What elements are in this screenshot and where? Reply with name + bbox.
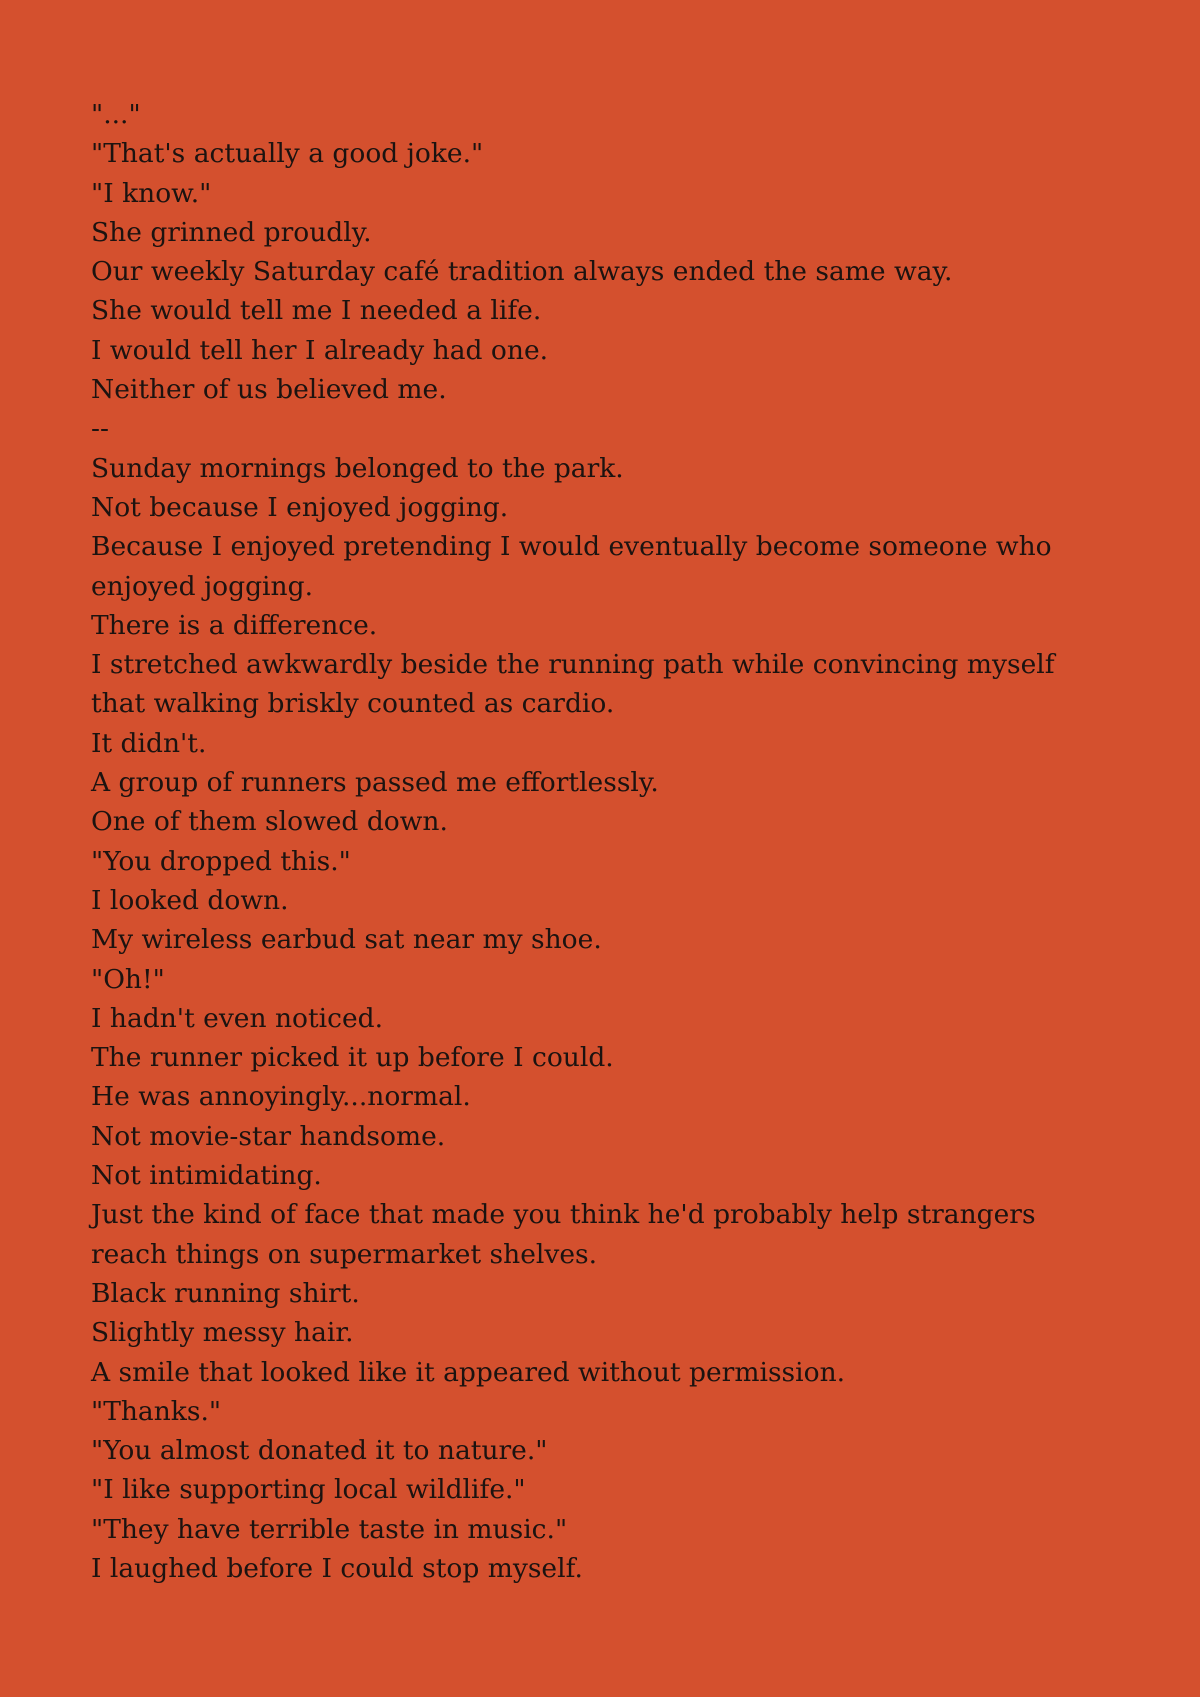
text-line: She would tell me I needed a life.: [91, 295, 542, 327]
text-line: I hadn't even noticed.: [91, 1002, 384, 1034]
text-line: I would tell her I already had one.: [91, 334, 549, 366]
text-line: A group of runners passed me effortlessly.: [91, 767, 659, 799]
text-line: The runner picked it up before I could.: [91, 1042, 614, 1074]
text-line: One of them slowed down.: [91, 806, 448, 838]
text-line: Slightly messy hair.: [91, 1317, 354, 1349]
text-line: "You dropped this.": [91, 845, 351, 877]
text-line: "They have terrible taste in music.": [91, 1513, 568, 1545]
text-line: Not because I enjoyed jogging.: [91, 491, 509, 523]
text-line: She grinned proudly.: [91, 216, 372, 248]
text-line: Not intimidating.: [91, 1160, 322, 1192]
text-line: "I like supporting local wildlife.": [91, 1474, 526, 1506]
text-line: Black running shirt.: [91, 1277, 360, 1309]
text-line: Our weekly Saturday café tradition always ended the same way.: [91, 256, 953, 288]
story-text: [91, 95, 1090, 1588]
text-line: Sunday mornings belonged to the park.: [91, 452, 624, 484]
text-line: Just the kind of face that made you think he'd probably help strangers reach things on supermarket shelves.: [91, 1199, 1036, 1270]
text-line: "...": [91, 99, 141, 130]
text-line: "That's actually a good joke.": [91, 138, 484, 170]
text-line: There is a difference.: [91, 609, 378, 641]
text-line: Not movie-star handsome.: [91, 1120, 446, 1152]
text-line: --: [91, 413, 109, 445]
text-line: "Thanks.": [91, 1395, 222, 1427]
text-line: "I know.": [91, 177, 212, 209]
text-line: "You almost donated it to nature.": [91, 1435, 548, 1467]
text-line: It didn't.: [91, 727, 207, 759]
text-line: "Oh!": [91, 963, 165, 995]
text-line: A smile that looked like it appeared without permission.: [91, 1356, 846, 1388]
text-line: I stretched awkwardly beside the running path while convincing myself that walking briskly counted as cardio.: [91, 649, 1055, 720]
text-line: My wireless earbud sat near my shoe.: [91, 924, 602, 956]
text-line: I laughed before I could stop myself.: [91, 1552, 583, 1584]
text-line: Because I enjoyed pretending I would eventually become someone who enjoyed jogging.: [91, 531, 1052, 602]
text-line: He was annoyingly...normal.: [91, 1081, 471, 1113]
text-line: Neither of us believed me.: [91, 374, 447, 406]
text-line: I looked down.: [91, 884, 289, 916]
